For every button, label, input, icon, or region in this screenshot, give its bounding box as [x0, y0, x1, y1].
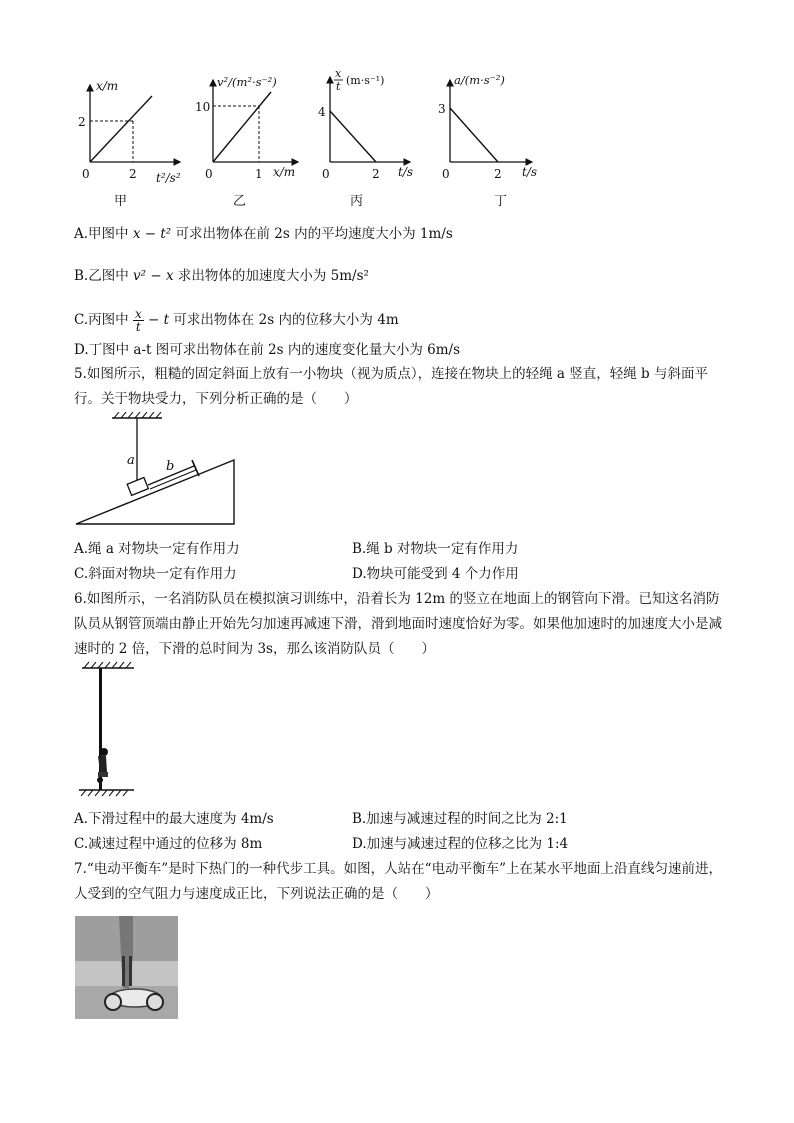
q5-option-b: B.绳 b 对物块一定有作用力: [352, 541, 519, 557]
caption-bing: 丙: [350, 194, 364, 209]
q4-option-c: C.丙图中 $\frac{x}{t}$ − t 可求出物体在 2s 内的位移大小为 4m: [74, 307, 399, 334]
graph-yi: [195, 70, 315, 200]
q4-option-b: B.乙图中 v² − x 求出物体的加速度大小为 5m/s²: [74, 268, 369, 284]
x-tick: 2: [129, 167, 137, 181]
q5-stem: 5.如图所示，粗糙的固定斜面上放有一小物块（视为质点），连接在物块上的轻绳 a 竖直，轻绳 b 与斜面平行。关于物块受力，下列分析正确的是（ ）: [74, 366, 708, 407]
caption-yi: 乙: [233, 194, 247, 209]
q5-option-a: A.绳 a 对物块一定有作用力: [74, 541, 240, 557]
q7-stem: 7.“电动平衡车”是时下热门的一种代步工具。如图，人站在“电动平衡车”上在某水平地面上沿直线匀速前进，人受到的空气阻力与速度成正比，下列说法正确的是（ ）: [74, 861, 722, 902]
q6-pole-figure: [74, 660, 144, 800]
graph-bing: [310, 65, 430, 200]
x-tick: 2: [372, 167, 380, 181]
q6-stem: 6.如图所示，一名消防队员在模拟演习训练中，沿着长为 12m 的竖立在地面上的钢管向下滑。已知这名消防队员从钢管顶端由静止开始先匀加速再减速下滑，滑到地面时速度恰好为零。如果他加速时的加速度大小是减速时的 2 倍，下滑的总时间为 3s，那么该消防队员（ ）: [74, 591, 722, 657]
x-axis-label: t/s: [398, 165, 414, 179]
y-axis-unit: (m·s⁻¹): [346, 74, 385, 87]
q5-option-c: C.斜面对物块一定有作用力: [74, 566, 237, 582]
origin-label: 0: [205, 167, 213, 181]
y-axis-label: v²/(m²·s⁻²): [217, 75, 277, 89]
balance-scooter-photo: [75, 916, 178, 1019]
x-tick: 2: [494, 167, 502, 181]
rope-a-label: a: [127, 453, 135, 468]
y-axis-label-numerator: x: [335, 67, 342, 80]
x-axis-label: t²/s²: [156, 171, 181, 185]
x-axis-label: t/s: [522, 165, 538, 179]
origin-label: 0: [82, 167, 90, 181]
fraction-x-over-t: $\frac{x}{t}$: [134, 307, 142, 334]
q6-option-a: A.下滑过程中的最大速度为 4m/s: [74, 811, 274, 827]
q4-option-d: D.丁图中 a-t 图可求出物体在前 2s 内的速度变化量大小为 6m/s: [74, 342, 461, 358]
y-tick: 2: [78, 115, 86, 129]
y-axis-label: x/m: [96, 79, 119, 93]
q5-option-d: D.物块可能受到 4 个力作用: [352, 566, 519, 582]
y-axis-label: a/(m·s⁻²): [454, 73, 505, 87]
q4-option-a: A.甲图中 x − t² 可求出物体在前 2s 内的平均速度大小为 1m/s: [74, 226, 453, 242]
caption-jia: 甲: [114, 194, 128, 209]
graph-ding: [432, 70, 552, 200]
y-tick: 10: [195, 100, 211, 114]
q6-option-d: D.加速与减速过程的位移之比为 1:4: [352, 836, 569, 852]
q5-incline-figure: [74, 412, 249, 530]
y-axis-label-denominator: t: [336, 80, 341, 93]
y-tick: 3: [438, 102, 446, 116]
x-axis-label: x/m: [273, 165, 296, 179]
q6-option-c: C.减速过程中通过的位移为 8m: [74, 836, 263, 852]
origin-label: 0: [322, 167, 330, 181]
q6-option-b: B.加速与减速过程的时间之比为 2:1: [352, 811, 568, 827]
y-tick: 4: [318, 105, 326, 119]
x-tick: 1: [255, 167, 263, 181]
origin-label: 0: [442, 167, 450, 181]
rope-b-label: b: [166, 459, 175, 474]
graph-jia: [70, 70, 195, 200]
caption-ding: 丁: [494, 194, 508, 209]
